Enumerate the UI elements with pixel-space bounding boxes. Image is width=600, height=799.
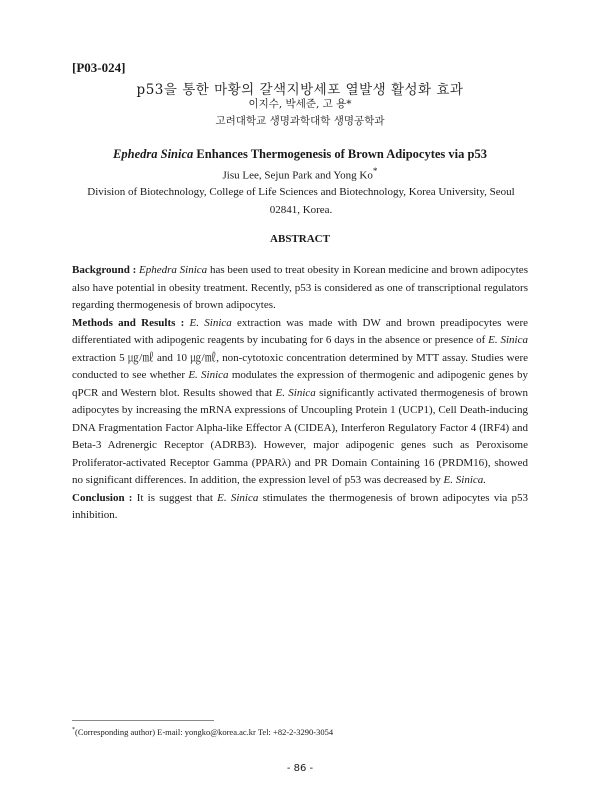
korean-affiliation: 고려대학교 생명과학대학 생명공학과	[215, 115, 385, 127]
poster-code: [P03-024]	[72, 60, 126, 75]
methods-text: extraction 5 ㎍/㎖ and 10 ㎍/㎖, non-cytotoxic concentration determined by MTT assay. Studies were conducted to see whether	[72, 351, 528, 381]
title-rest: Enhances Thermogenesis of Brown Adipocytes via p53	[193, 147, 487, 161]
background-paragraph	[72, 262, 528, 315]
abstract-body	[72, 262, 528, 525]
background-label: Background :	[72, 264, 140, 276]
korean-authors: 이지수, 박세준, 고 용*	[248, 98, 352, 110]
conclusion-text: It is suggest that	[136, 491, 218, 504]
species-italic: E. Sinica	[217, 491, 259, 504]
page-number: - 86 -	[286, 763, 314, 774]
methods-label: Methods and Results :	[72, 316, 190, 329]
species-italic: E. Sinica.	[443, 474, 487, 486]
corresponding-mark: *	[372, 166, 378, 176]
methods-text: extraction was made with DW and brown preadipocytes were differentiated with adipogenic reagents by incubating for 6 days in the absence or presence of	[72, 316, 528, 346]
abstract-heading: ABSTRACT	[270, 233, 330, 245]
footnote-text: (Corresponding author) E-mail: yongko@korea.ac.kr Tel: +82-2-3290-3054	[75, 727, 334, 737]
english-affiliation: Division of Biotechnology, College of Life Sciences and Biotechnology, Korea University, Seoul 02841, Korea.	[87, 186, 515, 216]
english-title	[0, 147, 600, 162]
methods-paragraph	[72, 315, 528, 490]
species-italic: E. Sinica	[189, 316, 232, 329]
conclusion-label: Conclusion :	[72, 491, 137, 504]
species-italic: E. Sinica	[488, 334, 528, 346]
species-italic: E. Sinica	[275, 386, 316, 399]
korean-title: p53을 통한 마황의 갈색지방세포 열발생 활성화 효과	[136, 82, 464, 98]
english-authors	[0, 166, 600, 182]
background-text: has been used to treat obesity in Korean medicine and brown adipocytes also have potential in obesity treatment. Recently, p53 is considered as one of transcriptional regulators regarding thermogenesis of brown adipocytes.	[72, 264, 528, 311]
title-italic-species: Ephedra Sinica	[113, 147, 194, 161]
conclusion-paragraph	[72, 490, 528, 525]
methods-text: modulates the expression of thermogenic and adipogenic genes by qPCR and Western blot. Results showed that	[72, 369, 528, 399]
species-italic: Ephedra Sinica	[139, 264, 208, 276]
author-names: Jisu Lee, Sejun Park and Yong Ko	[222, 169, 373, 182]
footnote-divider	[72, 720, 214, 721]
footnote-mark: *	[72, 727, 75, 734]
conclusion-text: stimulates the thermogenesis of brown adipocytes via p53 inhibition.	[72, 491, 528, 521]
footnote	[72, 727, 333, 737]
methods-text: significantly activated thermogenesis of brown adipocytes by increasing the mRNA expressions of Uncoupling Protein 1 (UCP1), Cell Death-inducing DNA Fragmentation Factor Alpha-like Effector A (CIDEA), Interferon Regulatory Factor 4 (IRF4) and Beta-3 Adrenergic Receptor (ADRB3). However, major adipogenic genes such as Peroxisome Proliferator-activated Receptor Gamma (PPARλ) and PR Domain Containing 16 (PRDM16), showed no significant differences. In addition, the expression level of p53 was decreased by	[72, 386, 528, 486]
species-italic: E. Sinica	[188, 369, 229, 381]
